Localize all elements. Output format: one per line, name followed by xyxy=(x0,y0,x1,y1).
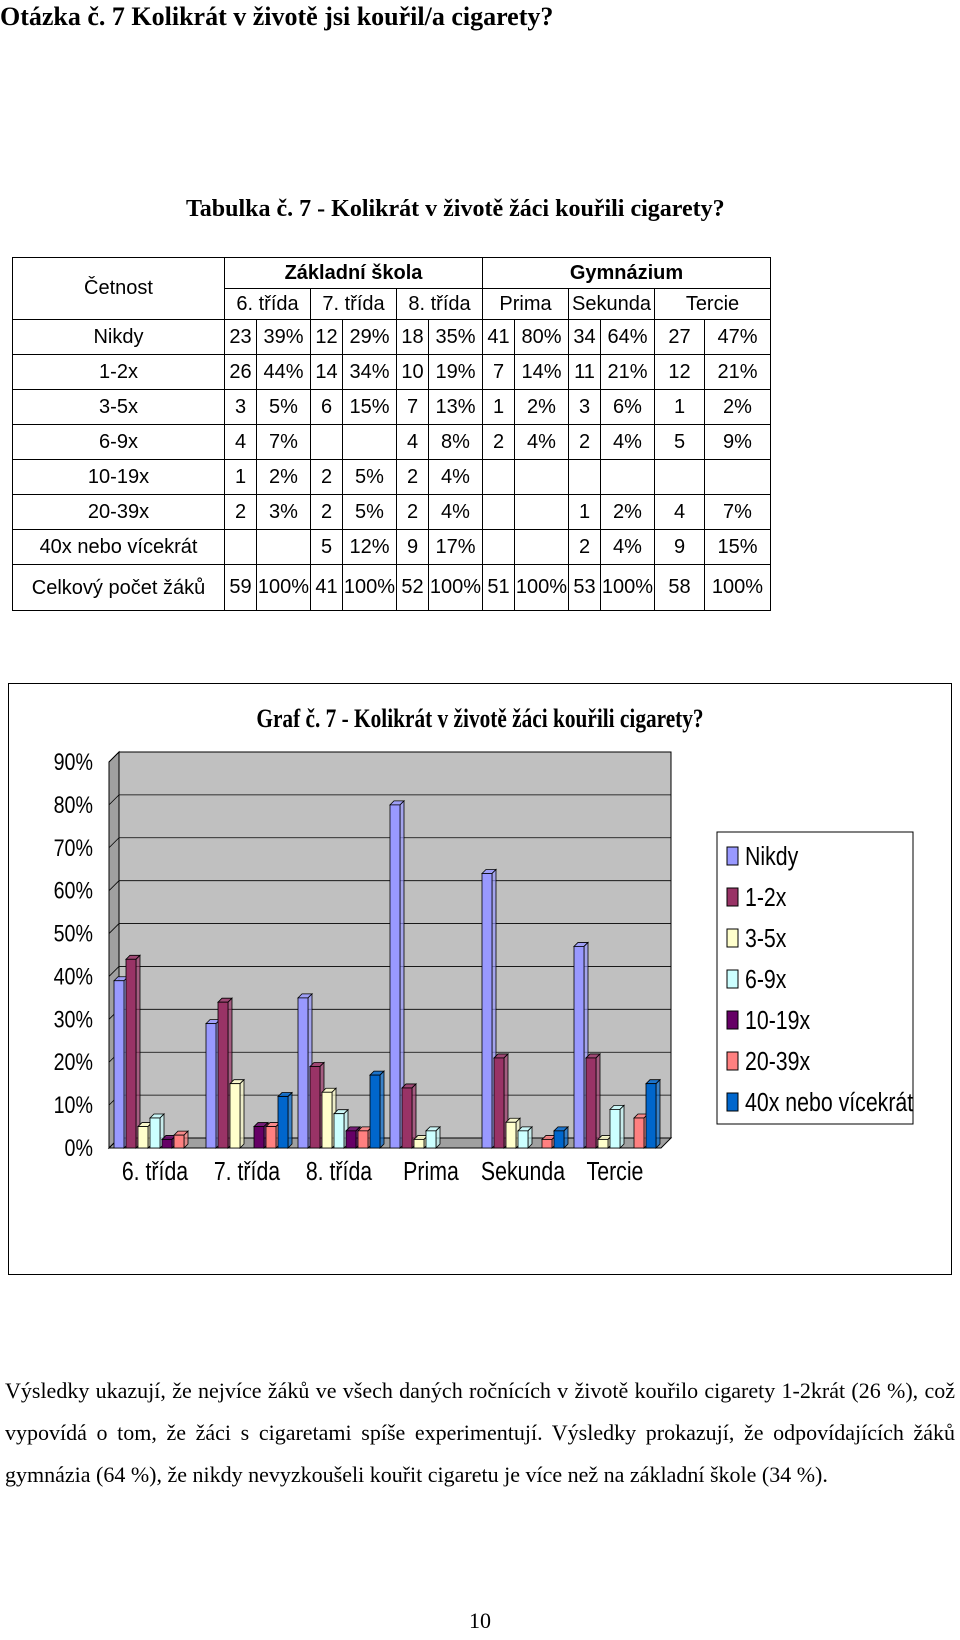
percent-cell: 2% xyxy=(705,390,771,425)
legend-swatch xyxy=(727,970,738,988)
bar-chart xyxy=(9,684,951,1274)
bar-side xyxy=(136,955,140,1148)
bar xyxy=(646,1084,656,1148)
bar xyxy=(586,1058,596,1148)
count-cell xyxy=(483,495,515,530)
percent-cell: 2% xyxy=(257,460,311,495)
bar-side xyxy=(620,1105,624,1148)
bar xyxy=(574,946,584,1148)
percent-cell xyxy=(705,460,771,495)
count-cell: 23 xyxy=(225,320,257,355)
percent-cell xyxy=(257,530,311,565)
table-row xyxy=(13,495,771,530)
count-cell: 2 xyxy=(311,495,343,530)
table-body xyxy=(13,320,771,611)
count-cell: 2 xyxy=(569,530,601,565)
y-tick-label: 60% xyxy=(53,876,93,905)
legend-label: 6-9x xyxy=(745,965,787,995)
count-cell: 4 xyxy=(225,425,257,460)
table-group-header-row xyxy=(13,258,771,289)
percent-cell: 44% xyxy=(257,355,311,390)
bar xyxy=(138,1127,148,1148)
row-label: 6-9x xyxy=(13,425,225,460)
bar xyxy=(162,1139,172,1148)
column-header: 6. třída xyxy=(225,289,311,320)
count-cell: 5 xyxy=(655,425,705,460)
count-cell: 9 xyxy=(397,530,429,565)
y-tick-label: 80% xyxy=(53,791,93,819)
table-corner-label: Četnost xyxy=(13,258,225,320)
bar xyxy=(278,1097,288,1148)
table-row xyxy=(13,355,771,390)
percent-cell: 100% xyxy=(515,565,569,611)
bar-side xyxy=(240,1080,244,1148)
bar xyxy=(518,1131,528,1148)
y-tick-label: 50% xyxy=(53,919,93,948)
percent-cell: 2% xyxy=(601,495,655,530)
bar-side xyxy=(564,1127,568,1148)
percent-cell: 9% xyxy=(705,425,771,460)
bar xyxy=(298,998,308,1148)
count-cell: 18 xyxy=(397,320,429,355)
bar xyxy=(610,1109,620,1148)
row-label: 40x nebo vícekrát xyxy=(13,530,225,565)
count-cell: 7 xyxy=(483,355,515,390)
bar xyxy=(506,1122,516,1148)
group-header-gymnasium: Gymnázium xyxy=(483,258,771,289)
results-paragraph: Výsledky ukazují, že nejvíce žáků ve všech daných ročnících v životě kouřilo cigarety 1-2krát (26 %), což vypovídá o tom, že žáci s cigaretami spíše experimentují. Výsledky prokazují, že odpovídajících žáků gymnázia (64 %), že nikdy nevyzkoušeli kouřit cigaretu je více než na základní škole (34 %). xyxy=(5,1378,955,1487)
percent-cell: 8% xyxy=(429,425,483,460)
percent-cell: 5% xyxy=(343,460,397,495)
bar xyxy=(114,981,124,1148)
percent-cell: 7% xyxy=(257,425,311,460)
bar xyxy=(322,1092,332,1148)
bar xyxy=(542,1139,552,1148)
bar xyxy=(150,1118,160,1148)
count-cell: 27 xyxy=(655,320,705,355)
y-tick-label: 10% xyxy=(53,1091,93,1119)
count-cell: 2 xyxy=(483,425,515,460)
table-caption: Tabulka č. 7 - Kolikrát v životě žáci kouřili cigarety? xyxy=(186,196,725,222)
y-tick-label: 40% xyxy=(53,962,93,990)
count-cell: 1 xyxy=(225,460,257,495)
percent-cell: 21% xyxy=(601,355,655,390)
percent-cell: 100% xyxy=(429,565,483,611)
percent-cell: 4% xyxy=(601,425,655,460)
count-cell: 4 xyxy=(655,495,705,530)
chart-frame xyxy=(8,683,952,1275)
column-header: 8. třída xyxy=(397,289,483,320)
count-cell: 1 xyxy=(569,495,601,530)
percent-cell: 19% xyxy=(429,355,483,390)
table-row xyxy=(13,425,771,460)
bar xyxy=(310,1067,320,1148)
bar xyxy=(554,1131,564,1148)
legend-swatch xyxy=(727,1052,738,1070)
column-header: 7. třída xyxy=(311,289,397,320)
column-header: Sekunda xyxy=(569,289,655,320)
percent-cell: 47% xyxy=(705,320,771,355)
count-cell: 58 xyxy=(655,565,705,611)
percent-cell: 4% xyxy=(429,495,483,530)
legend-swatch xyxy=(727,1093,738,1111)
percent-cell: 15% xyxy=(705,530,771,565)
percent-cell: 34% xyxy=(343,355,397,390)
y-tick-label: 0% xyxy=(64,1134,93,1162)
bar-side xyxy=(288,1093,292,1148)
count-cell: 3 xyxy=(225,390,257,425)
bar-side xyxy=(528,1127,532,1148)
row-label: 20-39x xyxy=(13,495,225,530)
bar xyxy=(206,1024,216,1148)
percent-cell: 12% xyxy=(343,530,397,565)
row-label: 1-2x xyxy=(13,355,225,390)
percent-cell: 80% xyxy=(515,320,569,355)
legend-label: 40x nebo vícekrát xyxy=(745,1088,914,1118)
count-cell: 2 xyxy=(569,425,601,460)
percent-cell: 4% xyxy=(515,425,569,460)
count-cell xyxy=(483,460,515,495)
count-cell: 9 xyxy=(655,530,705,565)
table-row xyxy=(13,530,771,565)
column-header: Prima xyxy=(483,289,569,320)
count-cell: 5 xyxy=(311,530,343,565)
bar xyxy=(402,1088,412,1148)
bar xyxy=(266,1127,276,1148)
bar xyxy=(634,1118,644,1148)
x-category-label: Tercie xyxy=(586,1157,644,1187)
count-cell: 26 xyxy=(225,355,257,390)
percent-cell: 21% xyxy=(705,355,771,390)
percent-cell: 100% xyxy=(601,565,655,611)
bar xyxy=(346,1131,356,1148)
y-tick-label: 90% xyxy=(53,748,93,776)
bar-side xyxy=(656,1080,660,1148)
bar xyxy=(174,1135,184,1148)
bar xyxy=(390,805,400,1148)
count-cell: 1 xyxy=(483,390,515,425)
percent-cell: 7% xyxy=(705,495,771,530)
percent-cell: 14% xyxy=(515,355,569,390)
x-category-label: 7. třída xyxy=(213,1157,281,1187)
percent-cell: 4% xyxy=(429,460,483,495)
bar-side xyxy=(596,1054,600,1148)
count-cell: 14 xyxy=(311,355,343,390)
percent-cell: 6% xyxy=(601,390,655,425)
page-heading: Otázka č. 7 Kolikrát v životě jsi kouřil/a cigarety? xyxy=(0,2,554,31)
bar xyxy=(414,1139,424,1148)
bar xyxy=(494,1058,504,1148)
frequency-table xyxy=(12,257,771,611)
bar-side xyxy=(380,1071,384,1148)
bar xyxy=(126,959,136,1148)
count-cell: 41 xyxy=(311,565,343,611)
bar xyxy=(230,1084,240,1148)
percent-cell xyxy=(515,460,569,495)
count-cell: 2 xyxy=(311,460,343,495)
count-cell xyxy=(569,460,601,495)
bar xyxy=(426,1131,436,1148)
count-cell: 6 xyxy=(311,390,343,425)
legend-label: 20-39x xyxy=(745,1047,811,1077)
percent-cell: 3% xyxy=(257,495,311,530)
page-number: 10 xyxy=(469,1608,491,1633)
count-cell xyxy=(311,425,343,460)
bar xyxy=(370,1075,380,1148)
percent-cell: 2% xyxy=(515,390,569,425)
percent-cell: 4% xyxy=(601,530,655,565)
row-label: Celkový počet žáků xyxy=(13,565,225,611)
count-cell: 59 xyxy=(225,565,257,611)
percent-cell: 5% xyxy=(343,495,397,530)
percent-cell: 5% xyxy=(257,390,311,425)
bar xyxy=(598,1139,608,1148)
column-header: Tercie xyxy=(655,289,771,320)
percent-cell: 15% xyxy=(343,390,397,425)
table-row xyxy=(13,390,771,425)
bar xyxy=(482,874,492,1148)
count-cell: 11 xyxy=(569,355,601,390)
count-cell xyxy=(483,530,515,565)
bar xyxy=(334,1114,344,1148)
count-cell: 3 xyxy=(569,390,601,425)
percent-cell xyxy=(515,495,569,530)
percent-cell xyxy=(601,460,655,495)
legend-label: 10-19x xyxy=(745,1006,811,1036)
percent-cell: 17% xyxy=(429,530,483,565)
legend-label: 1-2x xyxy=(745,883,787,913)
count-cell: 12 xyxy=(655,355,705,390)
x-category-label: 6. třída xyxy=(121,1157,189,1187)
row-label: 3-5x xyxy=(13,390,225,425)
x-category-label: 8. třída xyxy=(305,1157,373,1187)
percent-cell: 100% xyxy=(343,565,397,611)
percent-cell: 64% xyxy=(601,320,655,355)
group-header-basic-school: Základní škola xyxy=(225,258,483,289)
count-cell xyxy=(225,530,257,565)
percent-cell: 13% xyxy=(429,390,483,425)
x-category-label: Prima xyxy=(403,1157,459,1187)
count-cell: 1 xyxy=(655,390,705,425)
percent-cell: 100% xyxy=(257,565,311,611)
count-cell: 12 xyxy=(311,320,343,355)
legend-swatch xyxy=(727,1011,738,1029)
count-cell: 10 xyxy=(397,355,429,390)
count-cell: 52 xyxy=(397,565,429,611)
count-cell: 2 xyxy=(225,495,257,530)
table-row xyxy=(13,460,771,495)
table-row xyxy=(13,565,771,611)
count-cell: 2 xyxy=(397,460,429,495)
count-cell: 51 xyxy=(483,565,515,611)
legend-label: 3-5x xyxy=(745,924,787,954)
x-category-label: Sekunda xyxy=(480,1157,566,1187)
bar-side xyxy=(436,1127,440,1148)
y-tick-label: 70% xyxy=(53,833,93,862)
percent-cell: 39% xyxy=(257,320,311,355)
legend-label: Nikdy xyxy=(745,842,799,872)
chart-title: Graf č. 7 - Kolikrát v životě žáci kouřili cigarety? xyxy=(256,704,704,733)
bar xyxy=(254,1127,264,1148)
count-cell: 53 xyxy=(569,565,601,611)
percent-cell xyxy=(343,425,397,460)
percent-cell: 100% xyxy=(705,565,771,611)
count-cell xyxy=(655,460,705,495)
count-cell: 34 xyxy=(569,320,601,355)
y-tick-label: 20% xyxy=(53,1048,93,1076)
legend-swatch xyxy=(727,888,738,906)
count-cell: 4 xyxy=(397,425,429,460)
count-cell: 2 xyxy=(397,495,429,530)
count-cell: 41 xyxy=(483,320,515,355)
bar xyxy=(218,1002,228,1148)
row-label: Nikdy xyxy=(13,320,225,355)
row-label: 10-19x xyxy=(13,460,225,495)
percent-cell xyxy=(515,530,569,565)
legend-swatch xyxy=(727,929,738,947)
percent-cell: 29% xyxy=(343,320,397,355)
legend-swatch xyxy=(727,847,738,865)
percent-cell: 35% xyxy=(429,320,483,355)
bar xyxy=(358,1131,368,1148)
table-row xyxy=(13,320,771,355)
count-cell: 7 xyxy=(397,390,429,425)
y-tick-label: 30% xyxy=(53,1005,93,1033)
